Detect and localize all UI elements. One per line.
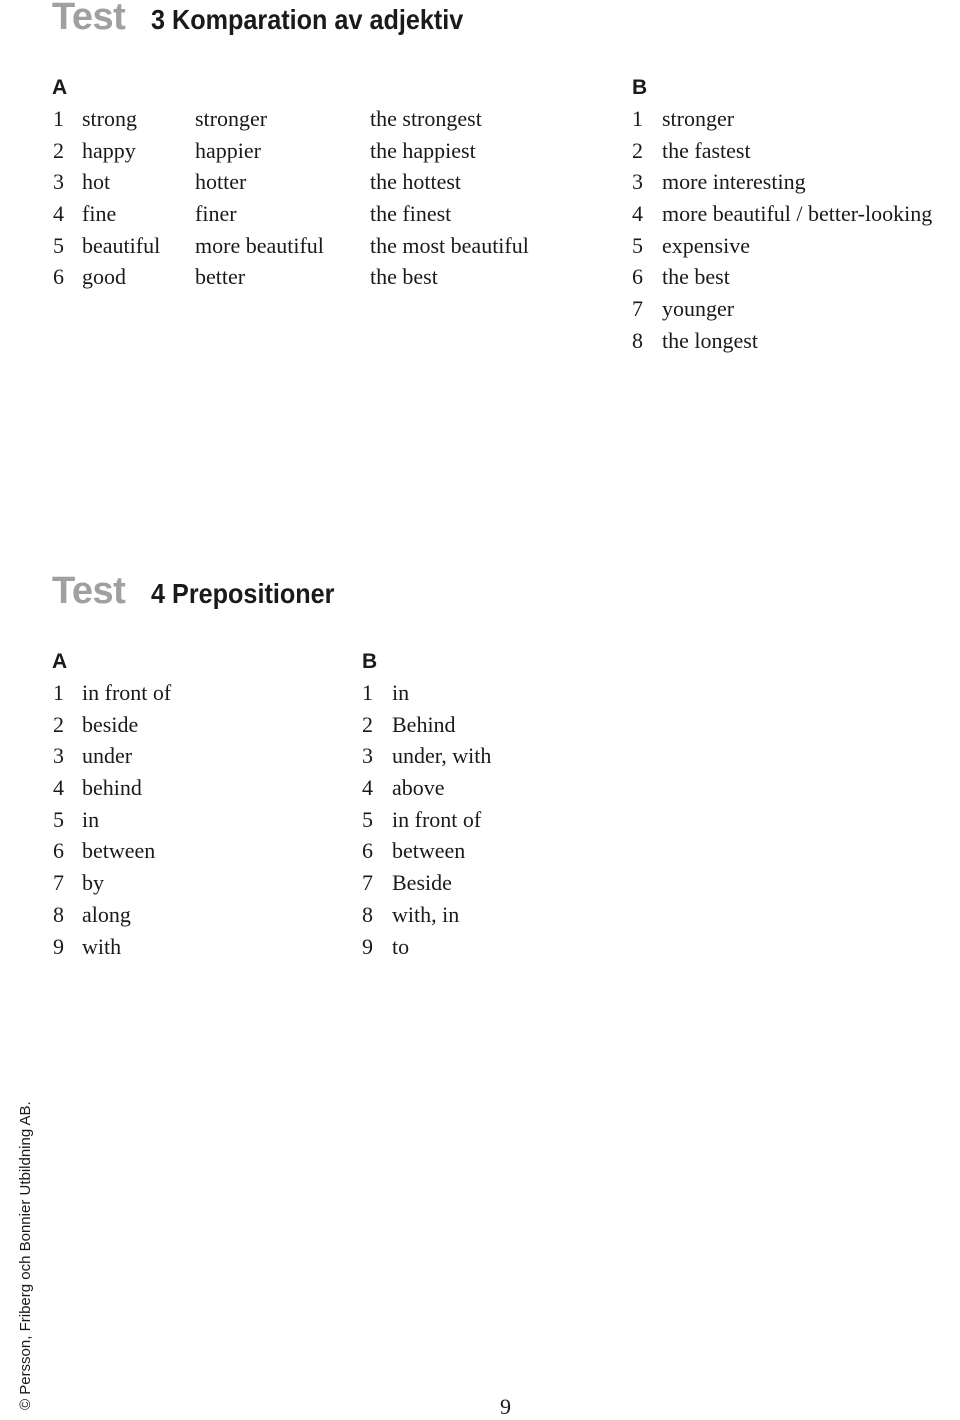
answer-row xyxy=(53,709,343,741)
item-number: 5 xyxy=(632,232,643,258)
item-number: 1 xyxy=(53,680,64,705)
positive-form: strong xyxy=(82,106,137,131)
item-number: 3 xyxy=(53,169,64,195)
answer-row xyxy=(362,931,652,963)
comparative-form: hotter xyxy=(195,169,247,195)
item-number: 8 xyxy=(632,327,643,353)
test3-section-a-list xyxy=(53,103,613,293)
answer-text: more beautiful / better-looking xyxy=(662,201,933,227)
answer-text: the longest xyxy=(662,327,758,353)
answer-row xyxy=(362,867,652,899)
answer-row xyxy=(53,772,343,804)
answer-row xyxy=(53,867,343,899)
answer-text: along xyxy=(82,901,131,927)
answer-row xyxy=(53,103,613,135)
answer-row xyxy=(53,804,343,836)
item-number: 8 xyxy=(362,901,373,927)
answer-text: Beside xyxy=(392,870,452,896)
answer-text: in xyxy=(82,806,100,832)
item-number: 4 xyxy=(362,775,373,801)
superlative-form: the most beautiful xyxy=(370,232,529,258)
superlative-form: the finest xyxy=(370,201,452,227)
item-number: 2 xyxy=(632,137,643,163)
item-number: 7 xyxy=(632,296,643,322)
answer-row xyxy=(632,135,960,167)
item-number: 3 xyxy=(632,169,643,195)
answer-row xyxy=(53,931,343,963)
test4-section-b-label: B xyxy=(362,650,378,673)
answer-row xyxy=(53,740,343,772)
item-number: 3 xyxy=(362,743,373,769)
item-number: 1 xyxy=(53,106,64,131)
test3-test-label: Test xyxy=(52,0,126,38)
item-number: 5 xyxy=(53,232,64,258)
answer-text: with xyxy=(82,933,122,959)
answer-row xyxy=(53,166,613,198)
answer-row xyxy=(362,677,652,709)
item-number: 4 xyxy=(53,201,64,227)
answer-row xyxy=(632,166,960,198)
answer-text: under xyxy=(82,743,133,769)
answer-text: the fastest xyxy=(662,137,751,163)
comparative-form: more beautiful xyxy=(195,232,324,258)
answer-row xyxy=(53,230,613,262)
answer-row xyxy=(632,325,960,357)
positive-form: good xyxy=(82,264,126,290)
answer-text: younger xyxy=(662,296,735,322)
item-number: 5 xyxy=(362,806,373,832)
answer-text: by xyxy=(82,870,104,896)
answer-text: stronger xyxy=(662,106,735,131)
test3-section-b-list xyxy=(632,103,960,357)
item-number: 8 xyxy=(53,901,64,927)
answer-text: Behind xyxy=(392,711,456,737)
superlative-form: the strongest xyxy=(370,106,482,131)
item-number: 2 xyxy=(53,711,64,737)
superlative-form: the hottest xyxy=(370,169,462,195)
answer-text: beside xyxy=(82,711,139,737)
item-number: 9 xyxy=(362,933,373,959)
test4-heading xyxy=(52,570,355,613)
answer-row xyxy=(632,293,960,325)
item-number: 4 xyxy=(53,775,64,801)
answer-row xyxy=(362,899,652,931)
superlative-form: the happiest xyxy=(370,137,476,163)
answer-row xyxy=(362,709,652,741)
answer-text: in front of xyxy=(82,680,172,705)
superlative-form: the best xyxy=(370,264,438,290)
answer-text: between xyxy=(82,838,156,864)
item-number: 7 xyxy=(53,870,64,896)
item-number: 6 xyxy=(632,264,643,290)
item-number: 6 xyxy=(362,838,373,864)
item-number: 4 xyxy=(632,201,643,227)
item-number: 9 xyxy=(53,933,64,959)
answer-row xyxy=(53,835,343,867)
answer-text: more interesting xyxy=(662,169,806,195)
answer-text: behind xyxy=(82,775,142,801)
answer-text: above xyxy=(392,775,445,801)
item-number: 6 xyxy=(53,838,64,864)
answer-row xyxy=(362,740,652,772)
test3-title: 3 Komparation av adjektiv xyxy=(151,4,464,35)
answer-row xyxy=(632,230,960,262)
item-number: 5 xyxy=(53,806,64,832)
comparative-form: stronger xyxy=(195,106,268,131)
answer-row xyxy=(53,899,343,931)
test3-section-b-label: B xyxy=(632,76,648,99)
test4-title: 4 Prepositioner xyxy=(151,578,335,609)
item-number: 1 xyxy=(632,106,643,131)
copyright-notice: © Persson, Friberg och Bonnier Utbildning AB. xyxy=(17,1101,34,1410)
answer-row xyxy=(362,804,652,836)
positive-form: fine xyxy=(82,201,117,227)
answer-text: in front of xyxy=(392,806,482,832)
answer-row xyxy=(632,198,960,230)
answer-text: with, in xyxy=(392,901,460,927)
answer-row xyxy=(362,835,652,867)
test3-section-a-label: A xyxy=(52,76,68,99)
answer-text: the best xyxy=(662,264,730,290)
item-number: 2 xyxy=(53,137,64,163)
answer-row xyxy=(632,261,960,293)
test3-heading xyxy=(52,0,498,39)
answer-row xyxy=(53,135,613,167)
answer-row xyxy=(632,103,960,135)
comparative-form: happier xyxy=(195,137,261,163)
answer-text: in xyxy=(392,680,410,705)
answer-row xyxy=(53,261,613,293)
answer-text: to xyxy=(392,933,410,959)
test4-section-b-list xyxy=(362,677,652,962)
test4-section-a-label: A xyxy=(52,650,68,673)
item-number: 7 xyxy=(362,870,373,896)
item-number: 1 xyxy=(362,680,373,705)
item-number: 6 xyxy=(53,264,64,290)
comparative-form: finer xyxy=(195,201,237,227)
answer-text: between xyxy=(392,838,466,864)
answer-text: under, with xyxy=(392,743,492,769)
answer-text: expensive xyxy=(662,232,750,258)
page-number: 9 xyxy=(500,1394,511,1419)
answer-row xyxy=(53,198,613,230)
test4-test-label: Test xyxy=(52,570,126,612)
answer-row xyxy=(53,677,343,709)
positive-form: happy xyxy=(82,137,136,163)
positive-form: hot xyxy=(82,169,111,195)
test4-section-a-list xyxy=(53,677,343,962)
item-number: 2 xyxy=(362,711,373,737)
answer-row xyxy=(362,772,652,804)
comparative-form: better xyxy=(195,264,246,290)
item-number: 3 xyxy=(53,743,64,769)
positive-form: beautiful xyxy=(82,232,161,258)
